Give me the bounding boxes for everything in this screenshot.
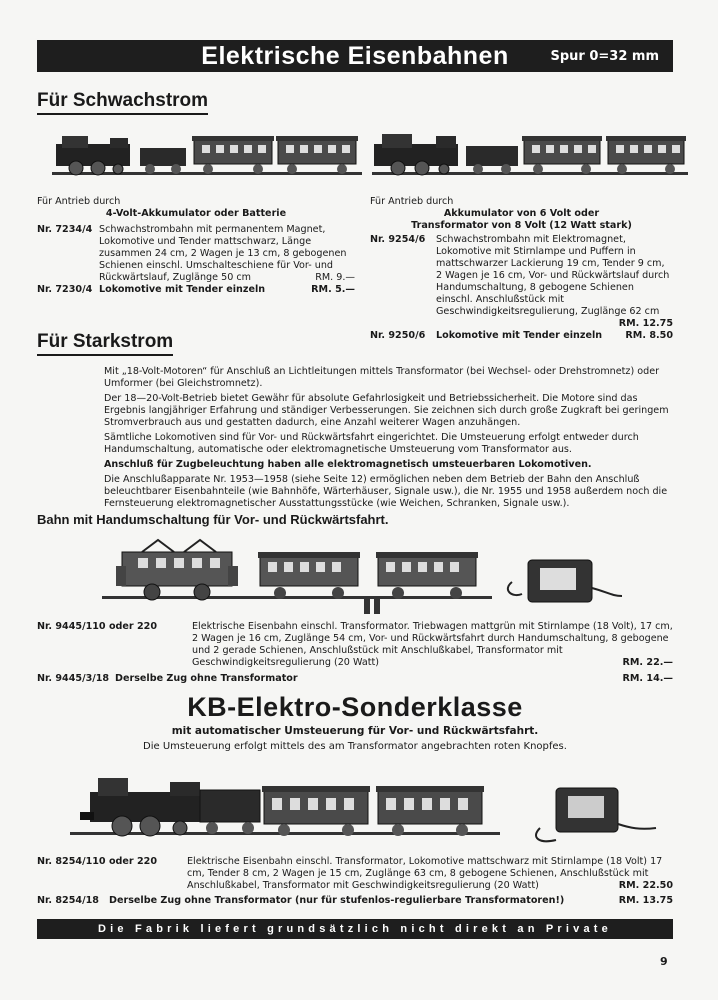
item-number: Nr. 9254/6: [370, 234, 426, 245]
gauge-label: Spur 0=32 mm: [550, 49, 659, 64]
item-text: Elektrische Eisenbahn einschl. Transformator. Triebwagen mattgrün mit Stirnlampe (18 Volt), 17 cm, 2 Wagen je 16 cm, Zuglänge 54 cm, Vor- und Rückwärtsfahrt durch Handumschaltung, 8 gebogene und 2 gerade Schienen, Anschlußstück mit Anschlußkabel, Transformator mit Geschwindigkeitsregulierung (20 Watt): [192, 621, 673, 668]
item-text: Lokomotive mit Tender einzeln: [436, 330, 603, 341]
paragraph: Mit „18-Volt-Motoren“ für Anschluß an Lichtleitungen mittels Transformator (bei Wechsel- oder Drehstromnetz) oder Umformer (bei Gleichstromnetz).: [104, 366, 660, 389]
drive-source-line1: Akkumulator von 6 Volt oder: [443, 208, 600, 219]
list-item: [37, 621, 673, 669]
starkstrom-heading: Für Starkstrom: [37, 331, 173, 356]
item-number: Nr. 9445/3/18: [37, 673, 110, 684]
list-item: [37, 673, 673, 685]
kb-title: KB-Elektro-Sonderklasse: [187, 692, 523, 722]
item-price: RM. 14.—: [622, 673, 673, 684]
paragraph: Die Anschlußapparate Nr. 1953—1958 (siehe Seite 12) ermöglichen neben dem Betrieb der Bahn den Anschluß beleuchtbarer Eisenbahnteile (wie Bahnhöfe, Wärterhäuser, Signale usw.), die Nr. 1955 und 1958 außerdem noch die Fernsteuerung elektromagnetischer Ausstattungsstücke (wie Weichen, Schranken, Signale usw.).: [104, 474, 668, 509]
starkstrom-text: [104, 366, 672, 513]
page-title: Elektrische Eisenbahnen: [201, 41, 509, 70]
item-number: Nr. 7234/4: [37, 224, 93, 235]
item-price: RM. 9.—: [315, 272, 355, 283]
paragraph: Der 18—20-Volt-Betrieb bietet Gewähr für absolute Gefahrlosigkeit und Betriebssicherheit. Die Motore sind das Ergebnis langjähriger Erfahrung und ständiger Verbesserungen. Sie zeichnen sich durch große Zugkraft bei geringem Stromverbrauch aus und gestatten dadurch, eine Anzahl weiterer Wagen anzuhängen.: [104, 393, 669, 428]
train-illustration-9254: [372, 130, 688, 182]
item-number: Nr. 8254/110 oder 220: [37, 856, 158, 867]
starkstrom-items: [37, 621, 673, 685]
list-item: [37, 224, 355, 284]
item-text: Derselbe Zug ohne Transformator: [115, 673, 298, 684]
item-price: RM. 22.50: [618, 880, 673, 891]
item-text: Schwachstrombahn mit Elektromagnet, Lokomotive mit Stirnlampe und Puffern in mattschwarzer Lackierung 19 cm, Tender 9 cm, 2 Wagen je 16 cm, Vor- und Rückwärtslauf durch Handumschaltung, 8 gebogene Schienen einschl. Anschlußstück mit Geschwindigkeitsregulierung, Zuglänge 62 cm: [436, 234, 670, 317]
item-number: Nr. 7230/4: [37, 284, 93, 295]
drive-source: 4-Volt-Akkumulator oder Batterie: [105, 208, 287, 219]
kb-section-header: [37, 692, 673, 752]
drive-intro: Für Antrieb durch: [37, 196, 121, 207]
train-illustration-7234: [52, 130, 362, 182]
item-text: Elektrische Eisenbahn einschl. Transformator, Lokomotive mattschwarz mit Stirnlampe (18 Volt) 17 cm, Tender 8 cm, 2 Wagen je 15 cm, Zuglänge 63 cm, 8 gebogene Schienen, Anschlußstück mit Anschlußkabel, Transformator mit Geschwindigkeitsregulierung (20 Watt): [187, 856, 663, 891]
item-price: RM. 8.50: [625, 330, 673, 341]
handumschaltung-heading: Bahn mit Handumschaltung für Vor- und Rückwärtsfahrt.: [37, 512, 389, 527]
kb-note: Die Umsteuerung erfolgt mittels des am Transformator angebrachten roten Knopfes.: [143, 741, 567, 752]
schwachstrom-heading: Für Schwachstrom: [37, 90, 208, 115]
list-item: [37, 284, 355, 296]
drive-source-line2: Transformator von 8 Volt (12 Watt stark): [411, 220, 632, 231]
schwach-left-column: [37, 196, 355, 296]
page-number: 9: [660, 955, 668, 968]
item-number: Nr. 9445/110 oder 220: [37, 621, 158, 632]
kb-subtitle: mit automatischer Umsteuerung für Vor- und Rückwärtsfahrt.: [171, 725, 539, 737]
list-item: [37, 856, 673, 892]
train-illustration-8254: [70, 768, 670, 848]
item-price: RM. 5.—: [311, 284, 355, 295]
kb-items: [37, 856, 673, 907]
item-text: Lokomotive mit Tender einzeln: [99, 284, 266, 295]
paragraph: Anschluß für Zugbeleuchtung haben alle elektromagnetisch umsteuerbaren Lokomotiven.: [104, 459, 592, 470]
list-item: [370, 330, 673, 342]
item-number: Nr. 8254/18: [37, 895, 99, 906]
item-text: Schwachstrombahn mit permanentem Magnet, Lokomotive und Tender mattschwarz, Länge zusammen 24 cm, 2 Wagen je 13 cm, 8 gebogenen Schienen einschl. Umschalteschiene für Vor- und Rückwärtslauf, Zuglänge 50 cm: [99, 224, 347, 283]
train-illustration-9445: [102, 538, 632, 618]
item-price: RM. 13.75: [618, 895, 673, 906]
item-number: Nr. 9250/6: [370, 330, 426, 341]
paragraph: Sämtliche Lokomotiven sind für Vor- und Rückwärtsfahrt eingerichtet. Die Umsteuerung erfolgt entweder durch Handumschaltung, automatische oder elektromagnetische Umsteuerung vom Transformator aus.: [104, 432, 639, 455]
item-text: Derselbe Zug ohne Transformator (nur für stufenlos-regulierbare Transformatoren!): [109, 895, 565, 906]
drive-intro: Für Antrieb durch: [370, 196, 454, 207]
schwach-right-column: [370, 196, 673, 342]
item-price: RM. 12.75: [618, 318, 673, 329]
item-price: RM. 22.—: [622, 657, 673, 668]
page-banner: [37, 40, 673, 72]
footer-notice: Die Fabrik liefert grundsätzlich nicht direkt an Private: [37, 919, 673, 939]
list-item: [37, 895, 673, 907]
list-item: [370, 234, 673, 318]
